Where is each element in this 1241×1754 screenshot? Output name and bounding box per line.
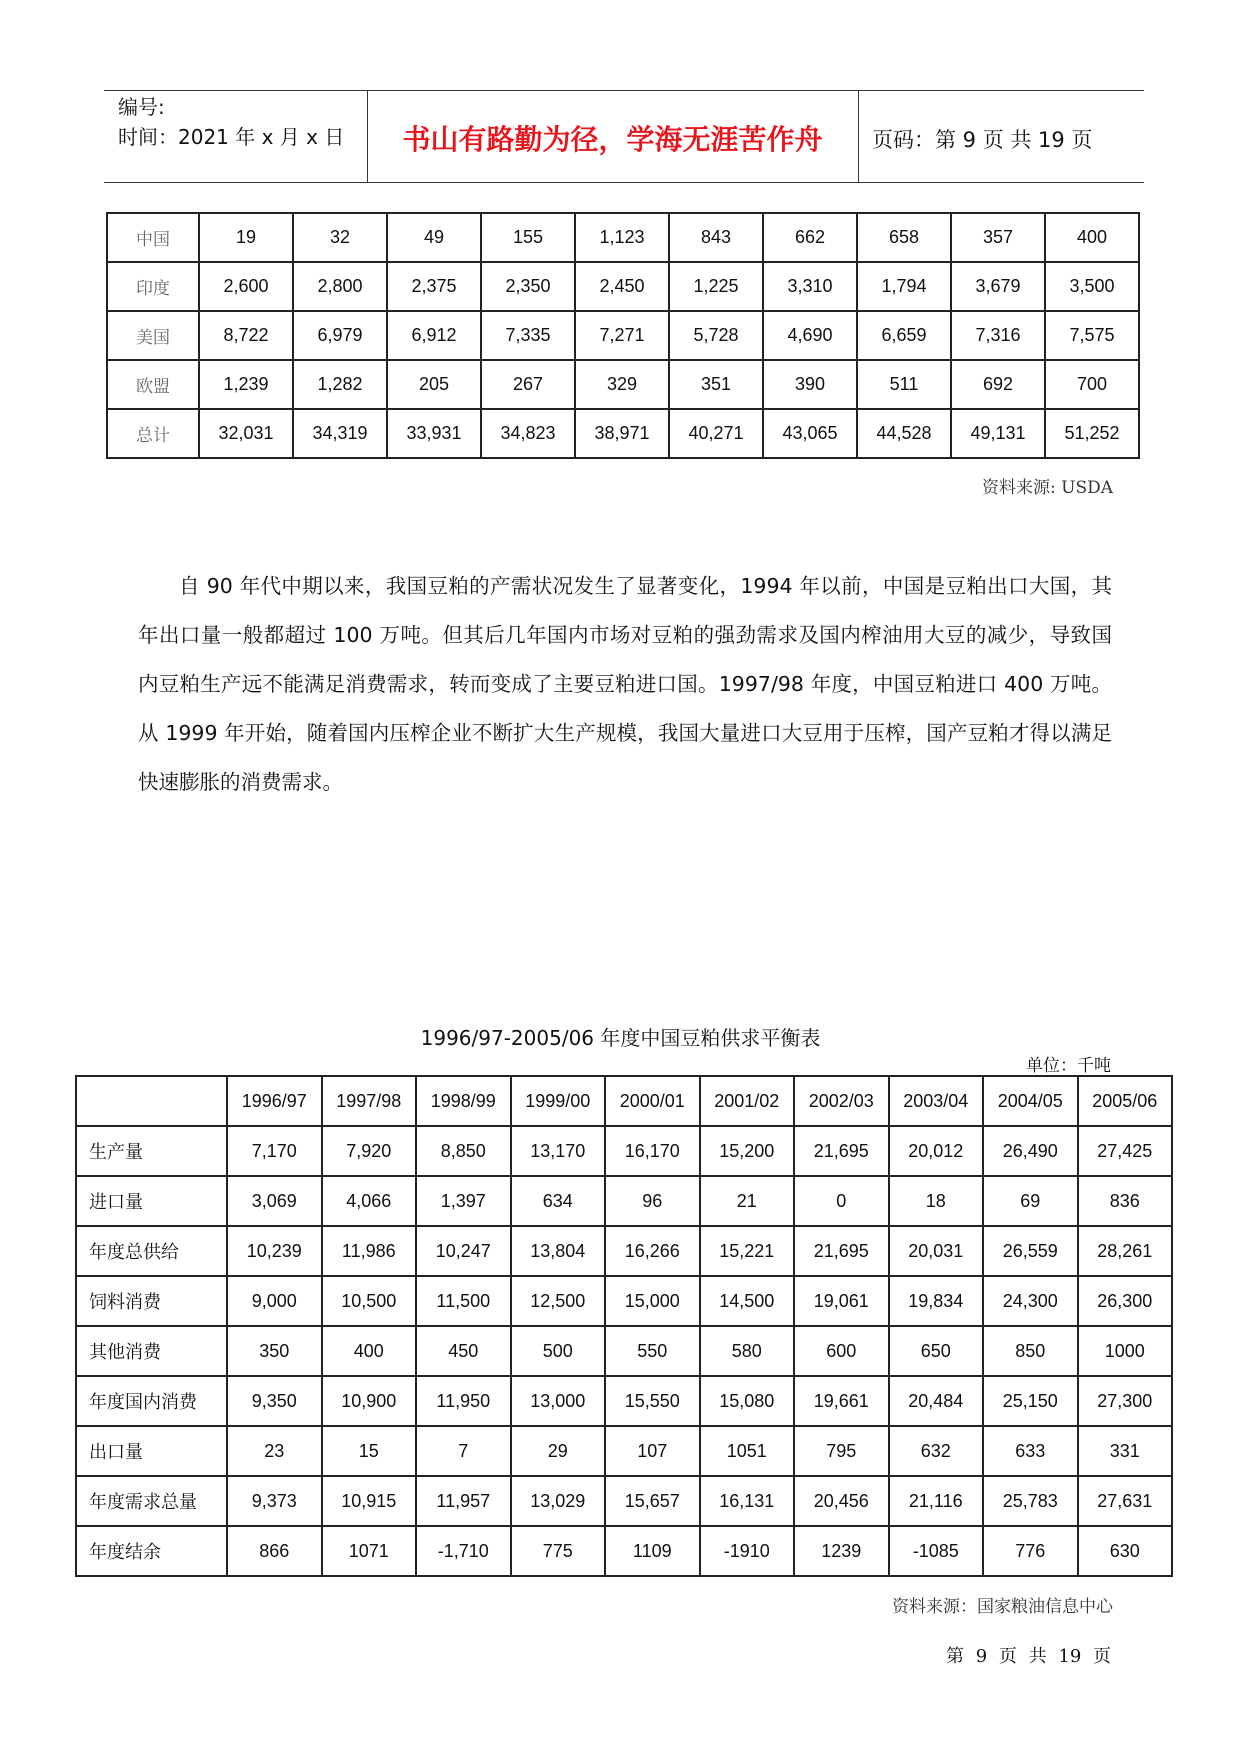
table-cell: 69: [983, 1176, 1078, 1226]
table-cell: 10,500: [322, 1276, 417, 1326]
table-cell: 1071: [322, 1526, 417, 1576]
table-cell: 32: [293, 213, 387, 262]
table-cell: 2,350: [481, 262, 575, 311]
table-cell: 20,012: [889, 1126, 984, 1176]
table-cell: 357: [951, 213, 1045, 262]
table-cell: 390: [763, 360, 857, 409]
table-cell: 24,300: [983, 1276, 1078, 1326]
table-cell: 16,266: [605, 1226, 700, 1276]
table-cell: 34,319: [293, 409, 387, 458]
table-cell: 205: [387, 360, 481, 409]
table-cell: 3,069: [227, 1176, 322, 1226]
table-cell: 44,528: [857, 409, 951, 458]
table-cell: 19,661: [794, 1376, 889, 1426]
table-cell: 49: [387, 213, 481, 262]
table-cell: 4,066: [322, 1176, 417, 1226]
table-cell: 10,900: [322, 1376, 417, 1426]
document-time-label: 时间：2021 年 x 月 x 日: [118, 125, 345, 149]
table-row: [107, 262, 1139, 311]
column-header: 1996/97: [227, 1076, 322, 1126]
table-row: [107, 311, 1139, 360]
table-cell: 10,247: [416, 1226, 511, 1276]
table-cell: 776: [983, 1526, 1078, 1576]
table-row: [107, 409, 1139, 458]
paragraph-text: 自 90 年代中期以来，我国豆粕的产需状况发生了显著变化，1994 年以前，中国是豆粕出口大国，其年出口量一般都超过 100 万吨。但其后几年国内市场对豆粕的强劲需求及国内榨油用大豆的减少，导致国内豆粕生产远不能满足消费需求，转而变成了主要豆粕进口国。1997/98 年度，中国豆粕进口 400 万吨。从 1999 年开始，随着国内压榨企业不断扩大生产规模，我国大量进口大豆用于压榨，国产豆粕才得以满足快速膨胀的消费需求。: [138, 574, 1112, 794]
table2-source: 资料来源：国家粮油信息中心: [892, 1597, 1113, 1617]
table-cell: 25,783: [983, 1476, 1078, 1526]
row-label: 美国: [107, 311, 199, 360]
table-cell: 15: [322, 1426, 417, 1476]
row-label: 生产量: [76, 1126, 227, 1176]
table-cell: 11,957: [416, 1476, 511, 1526]
table-cell: 7,271: [575, 311, 669, 360]
table-cell: 49,131: [951, 409, 1045, 458]
table-cell: 20,456: [794, 1476, 889, 1526]
table-cell: -1085: [889, 1526, 984, 1576]
row-label: 年度结余: [76, 1526, 227, 1576]
header-meta: [118, 92, 344, 152]
table-cell: 3,310: [763, 262, 857, 311]
table-cell: 25,150: [983, 1376, 1078, 1426]
table-cell: 27,300: [1078, 1376, 1173, 1426]
body-paragraph: [138, 562, 1112, 807]
table-cell: 9,350: [227, 1376, 322, 1426]
row-label: 其他消费: [76, 1326, 227, 1376]
table-cell: 7,920: [322, 1126, 417, 1176]
table-cell: 20,484: [889, 1376, 984, 1426]
table-cell: 21,116: [889, 1476, 984, 1526]
table-cell: 26,559: [983, 1226, 1078, 1276]
table-cell: 1239: [794, 1526, 889, 1576]
table-row: [76, 1276, 1172, 1326]
table-cell: 7,575: [1045, 311, 1139, 360]
column-header: 2002/03: [794, 1076, 889, 1126]
table-cell: 107: [605, 1426, 700, 1476]
table-cell: 0: [794, 1176, 889, 1226]
table-cell: 19: [199, 213, 293, 262]
table-cell: 7,170: [227, 1126, 322, 1176]
table-cell: -1910: [700, 1526, 795, 1576]
row-label: 年度国内消费: [76, 1376, 227, 1426]
table-cell: 15,657: [605, 1476, 700, 1526]
table-cell: 4,690: [763, 311, 857, 360]
table-row: [107, 213, 1139, 262]
table-cell: 3,679: [951, 262, 1045, 311]
table-row: [107, 360, 1139, 409]
table-cell: 51,252: [1045, 409, 1139, 458]
table-row: [76, 1476, 1172, 1526]
column-header: 2004/05: [983, 1076, 1078, 1126]
table-cell: 400: [322, 1326, 417, 1376]
table-cell: 32,031: [199, 409, 293, 458]
table-cell: 511: [857, 360, 951, 409]
table-cell: 43,065: [763, 409, 857, 458]
row-label: 中国: [107, 213, 199, 262]
table-cell: 650: [889, 1326, 984, 1376]
table-cell: 10,239: [227, 1226, 322, 1276]
table-cell: 6,659: [857, 311, 951, 360]
table-header-row: [76, 1076, 1172, 1126]
column-header: 1999/00: [511, 1076, 606, 1126]
table-cell: 16,170: [605, 1126, 700, 1176]
table-cell: 15,080: [700, 1376, 795, 1426]
table-cell: 11,950: [416, 1376, 511, 1426]
table-cell: 23: [227, 1426, 322, 1476]
table-cell: 400: [1045, 213, 1139, 262]
table-cell: 13,804: [511, 1226, 606, 1276]
row-label: 年度需求总量: [76, 1476, 227, 1526]
table-cell: 7,335: [481, 311, 575, 360]
table-cell: 632: [889, 1426, 984, 1476]
table-cell: 27,631: [1078, 1476, 1173, 1526]
table-cell: 11,500: [416, 1276, 511, 1326]
table-cell: 8,850: [416, 1126, 511, 1176]
table-cell: 9,373: [227, 1476, 322, 1526]
table-cell: 21,695: [794, 1126, 889, 1176]
table-cell: 1,397: [416, 1176, 511, 1226]
table-cell: 38,971: [575, 409, 669, 458]
row-label: 印度: [107, 262, 199, 311]
table-cell: 21,695: [794, 1226, 889, 1276]
table-cell: 350: [227, 1326, 322, 1376]
table-cell: 1,794: [857, 262, 951, 311]
supply-demand-table: [75, 1075, 1173, 1577]
table-cell: 15,221: [700, 1226, 795, 1276]
table-cell: 500: [511, 1326, 606, 1376]
table-cell: 33,931: [387, 409, 481, 458]
table-cell: 21: [700, 1176, 795, 1226]
table-cell: 658: [857, 213, 951, 262]
table-cell: 29: [511, 1426, 606, 1476]
row-label: 欧盟: [107, 360, 199, 409]
table-cell: 8,722: [199, 311, 293, 360]
table-cell: 2,375: [387, 262, 481, 311]
production-table: [106, 212, 1140, 459]
table-cell: 13,000: [511, 1376, 606, 1426]
table-cell: 700: [1045, 360, 1139, 409]
table-cell: 26,300: [1078, 1276, 1173, 1326]
table2-unit: 单位：千吨: [1026, 1056, 1111, 1076]
table-row: [76, 1526, 1172, 1576]
header-page-number: 页码：第 9 页 共 19 页: [872, 128, 1093, 152]
table-cell: 20,031: [889, 1226, 984, 1276]
table-cell: 6,912: [387, 311, 481, 360]
table-cell: 836: [1078, 1176, 1173, 1226]
table-cell: 12,500: [511, 1276, 606, 1326]
table-cell: 351: [669, 360, 763, 409]
header-top-rule: [104, 90, 1144, 91]
table-cell: 2,450: [575, 262, 669, 311]
column-header: 2003/04: [889, 1076, 984, 1126]
table-row: [76, 1426, 1172, 1476]
row-label: 饲料消费: [76, 1276, 227, 1326]
table-row: [76, 1226, 1172, 1276]
row-label: 进口量: [76, 1176, 227, 1226]
table-cell: 1,225: [669, 262, 763, 311]
table-cell: 630: [1078, 1526, 1173, 1576]
table-cell: 267: [481, 360, 575, 409]
table-row: [76, 1376, 1172, 1426]
table-cell: 795: [794, 1426, 889, 1476]
table-cell: 26,490: [983, 1126, 1078, 1176]
row-label: 总计: [107, 409, 199, 458]
table-cell: 329: [575, 360, 669, 409]
column-header: 1998/99: [416, 1076, 511, 1126]
table-row: [76, 1126, 1172, 1176]
table-cell: 1000: [1078, 1326, 1173, 1376]
table-cell: 7,316: [951, 311, 1045, 360]
table-cell: 9,000: [227, 1276, 322, 1326]
column-header: 2005/06: [1078, 1076, 1173, 1126]
row-label: 年度总供给: [76, 1226, 227, 1276]
table-cell: 692: [951, 360, 1045, 409]
table-cell: 866: [227, 1526, 322, 1576]
table-cell: 450: [416, 1326, 511, 1376]
column-header: 2001/02: [700, 1076, 795, 1126]
table-cell: 40,271: [669, 409, 763, 458]
table2-title: 1996/97-2005/06 年度中国豆粕供求平衡表: [420, 1026, 821, 1050]
table-cell: 1051: [700, 1426, 795, 1476]
table-cell: 1,239: [199, 360, 293, 409]
table-cell: 96: [605, 1176, 700, 1226]
column-header: 1997/98: [322, 1076, 417, 1126]
table-cell: 13,170: [511, 1126, 606, 1176]
row-label: 出口量: [76, 1426, 227, 1476]
table-cell: 19,834: [889, 1276, 984, 1326]
table-row: [76, 1176, 1172, 1226]
table-cell: 3,500: [1045, 262, 1139, 311]
table-cell: 11,986: [322, 1226, 417, 1276]
table-cell: 155: [481, 213, 575, 262]
table-cell: 28,261: [1078, 1226, 1173, 1276]
document-number-label: 编号:: [118, 95, 165, 119]
table-cell: 775: [511, 1526, 606, 1576]
table-row: [76, 1326, 1172, 1376]
header-motto: 书山有路勤为径，学海无涯苦作舟: [402, 123, 823, 156]
column-header: [76, 1076, 227, 1126]
header-divider-right: [858, 90, 859, 182]
table-cell: 18: [889, 1176, 984, 1226]
table-cell: 15,550: [605, 1376, 700, 1426]
table-cell: 550: [605, 1326, 700, 1376]
table-cell: 34,823: [481, 409, 575, 458]
table-cell: 634: [511, 1176, 606, 1226]
table-cell: 19,061: [794, 1276, 889, 1326]
table-cell: 6,979: [293, 311, 387, 360]
table-cell: 1,123: [575, 213, 669, 262]
table-cell: 16,131: [700, 1476, 795, 1526]
table-cell: -1,710: [416, 1526, 511, 1576]
table-cell: 331: [1078, 1426, 1173, 1476]
table-cell: 580: [700, 1326, 795, 1376]
table-cell: 7: [416, 1426, 511, 1476]
table-cell: 15,200: [700, 1126, 795, 1176]
page-footer: 第 9 页 共 19 页: [946, 1646, 1111, 1667]
table-cell: 10,915: [322, 1476, 417, 1526]
table-cell: 27,425: [1078, 1126, 1173, 1176]
header-bottom-rule: [104, 182, 1144, 183]
table-cell: 600: [794, 1326, 889, 1376]
table-cell: 662: [763, 213, 857, 262]
table-cell: 5,728: [669, 311, 763, 360]
table-cell: 14,500: [700, 1276, 795, 1326]
table-cell: 13,029: [511, 1476, 606, 1526]
table-cell: 633: [983, 1426, 1078, 1476]
table-cell: 850: [983, 1326, 1078, 1376]
table-cell: 1,282: [293, 360, 387, 409]
table-cell: 2,800: [293, 262, 387, 311]
table-cell: 1109: [605, 1526, 700, 1576]
column-header: 2000/01: [605, 1076, 700, 1126]
table-cell: 2,600: [199, 262, 293, 311]
table-cell: 843: [669, 213, 763, 262]
table1-source: 资料来源: USDA: [981, 478, 1113, 498]
table-cell: 15,000: [605, 1276, 700, 1326]
